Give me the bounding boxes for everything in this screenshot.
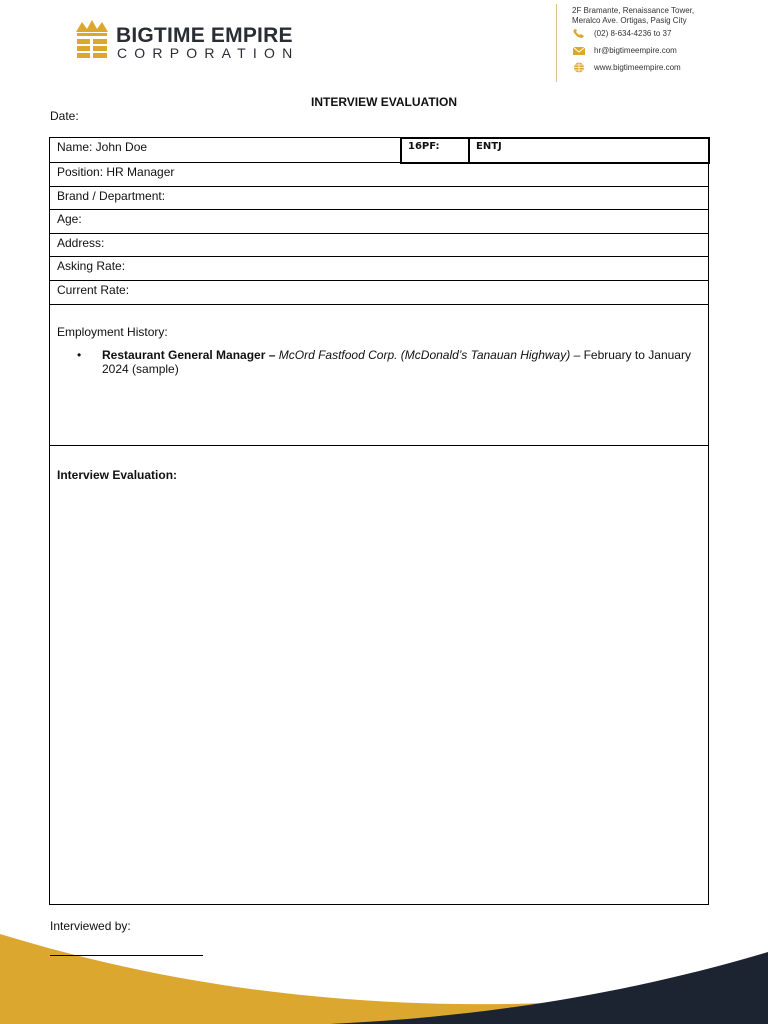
age-row — [50, 210, 708, 234]
asking-rate-row — [50, 257, 708, 281]
position-field: Position: HR Manager — [57, 165, 175, 179]
history-entry — [102, 348, 692, 376]
current-rate-row — [50, 281, 708, 305]
pf-divider — [468, 139, 470, 162]
pf-label: 16PF: — [408, 141, 440, 152]
position-row — [50, 163, 708, 187]
history-period: – February to January 2024 (sample) — [102, 348, 691, 376]
letterhead — [0, 0, 768, 85]
date-label: Date: — [50, 109, 79, 123]
crown-logo-icon — [72, 18, 112, 62]
employment-history-section — [50, 305, 708, 446]
brand-subtitle: CORPORATION — [117, 45, 300, 61]
name-field: Name: John Doe — [57, 140, 148, 154]
phone-icon — [572, 28, 586, 39]
address-row — [50, 234, 708, 257]
signature-line — [50, 955, 203, 956]
brand-department-field: Brand / Department: — [57, 189, 166, 203]
document-title: INTERVIEW EVALUATION — [310, 95, 457, 109]
pf-value: ENTJ — [476, 141, 502, 152]
brand-department-row — [50, 187, 708, 210]
contact-block — [572, 6, 694, 73]
asking-rate-field: Asking Rate: — [57, 259, 126, 273]
interview-evaluation-label: Interview Evaluation: — [57, 468, 178, 482]
company-logo — [72, 16, 342, 64]
envelope-icon — [572, 45, 586, 56]
history-company: McOrd Fastfood Corp. (McDonald’s Tanauan Highway) — [278, 348, 571, 362]
email-address: hr@bigtimeempire.com — [594, 45, 677, 55]
employment-history-label: Employment History: — [57, 325, 168, 339]
name-row — [50, 138, 708, 163]
address-field: Address: — [57, 236, 105, 250]
evaluation-form — [49, 137, 709, 905]
age-field: Age: — [57, 212, 82, 226]
address-line-2: Meralco Ave. Ortigas, Pasig City — [572, 16, 687, 25]
header-divider — [556, 4, 557, 82]
bullet-icon: • — [77, 348, 82, 362]
brand-name: BIGTIME EMPIRE — [116, 24, 293, 47]
interviewed-by-label: Interviewed by: — [50, 919, 131, 933]
history-role: Restaurant General Manager – — [102, 348, 276, 362]
personality-type-box — [400, 137, 710, 164]
footer-wave-decoration — [0, 920, 768, 1024]
phone-number: (02) 8-634-4236 to 37 — [594, 28, 672, 38]
address-line-1: 2F Bramante, Renaissance Tower, — [572, 6, 695, 15]
globe-icon — [572, 62, 586, 73]
website-url: www.bigtimeempire.com — [594, 62, 681, 72]
current-rate-field: Current Rate: — [57, 283, 130, 297]
